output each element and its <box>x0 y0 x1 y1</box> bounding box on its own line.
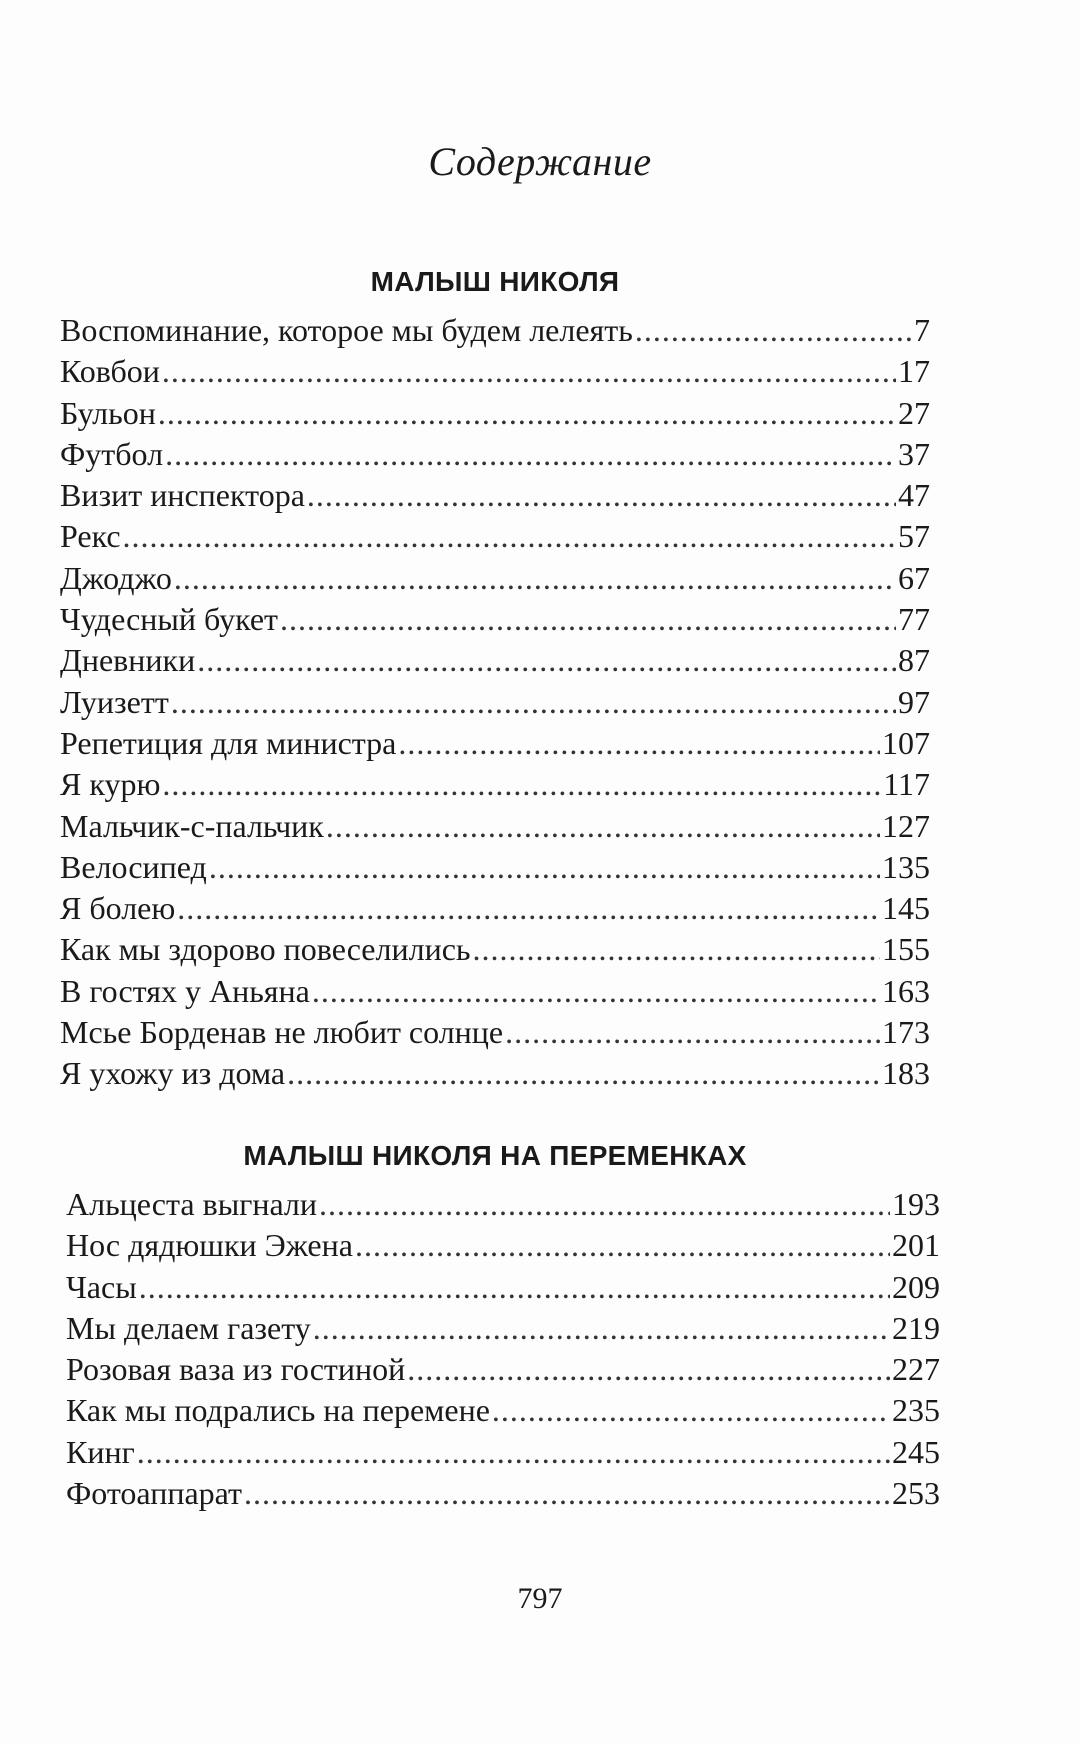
toc-entry-page: 67 <box>898 559 930 596</box>
dot-leader <box>174 558 896 599</box>
toc-entry-title: Дневники <box>60 642 196 679</box>
toc-entry-title: Как мы подрались на перемене <box>66 1392 490 1429</box>
toc-entry-title: Мсье Борденав не любит солнце <box>60 1014 504 1051</box>
dot-leader <box>287 1053 880 1094</box>
toc-entry <box>60 393 930 434</box>
toc-list <box>66 1184 940 1514</box>
toc-entry-title: Альцеста выгнали <box>66 1186 318 1222</box>
dot-leader <box>407 1349 890 1390</box>
toc-entry-page: 17 <box>898 353 930 390</box>
toc-entry-title: Фотоаппарат <box>66 1475 243 1512</box>
toc-entry <box>60 599 930 640</box>
toc-entry-page: 127 <box>882 807 930 844</box>
toc-entry <box>60 971 930 1012</box>
toc-entry-page: 209 <box>892 1268 940 1305</box>
toc-entry-page: 245 <box>892 1433 940 1470</box>
toc-entry-page: 193 <box>892 1186 940 1222</box>
toc-entry-title: Часы <box>66 1268 137 1305</box>
toc-entry <box>60 434 930 475</box>
toc-entry-page: 163 <box>882 972 930 1009</box>
toc-entry <box>60 847 930 888</box>
dot-leader <box>326 806 880 847</box>
toc-entry <box>60 310 930 351</box>
toc-entry <box>60 806 930 847</box>
dot-leader <box>312 971 880 1012</box>
dot-leader <box>398 723 880 764</box>
toc-entry-title: Как мы здорово повеселились <box>60 931 471 968</box>
toc-entry-page: 155 <box>882 931 930 968</box>
toc-entry <box>60 929 930 970</box>
toc-entry-title: Бульон <box>60 394 156 431</box>
dot-leader <box>280 599 896 640</box>
toc-entry-title: Джоджо <box>60 559 172 596</box>
dot-leader <box>244 1473 890 1514</box>
toc-entry-page: 47 <box>898 477 930 514</box>
toc-list <box>60 310 930 1095</box>
dot-leader <box>355 1225 890 1266</box>
dot-leader <box>139 1267 890 1308</box>
dot-leader <box>162 764 881 805</box>
dot-leader <box>313 1308 890 1349</box>
toc-entry <box>66 1390 940 1431</box>
toc-entry-title: Рекс <box>60 518 121 555</box>
toc-entry <box>60 640 930 681</box>
toc-entry-title: Футбол <box>60 435 164 472</box>
toc-entry <box>66 1225 940 1266</box>
dot-leader <box>158 393 896 434</box>
toc-entry <box>66 1473 940 1514</box>
toc-entry-title: Я курю <box>60 766 161 803</box>
toc-entry-page: 37 <box>898 435 930 472</box>
toc-entry <box>66 1308 940 1349</box>
dot-leader <box>171 682 896 723</box>
dot-leader <box>137 1432 890 1473</box>
dot-leader <box>197 640 896 681</box>
toc-entry <box>60 682 930 723</box>
toc-entry <box>60 888 930 929</box>
section-heading: МАЛЫШ НИКОЛЯ <box>370 266 620 297</box>
toc-entry-page: 235 <box>892 1392 940 1429</box>
toc-entry-page: 227 <box>892 1351 940 1388</box>
toc-entry-title: Луизетт <box>60 683 169 720</box>
toc-entry <box>60 558 930 599</box>
toc-entry <box>66 1349 940 1390</box>
toc-entry-page: 135 <box>882 848 930 885</box>
toc-entry-title: Ковбои <box>60 353 160 390</box>
toc-entry-page: 27 <box>898 394 930 431</box>
toc-entry-page: 7 <box>914 312 930 348</box>
toc-entry-title: Репетиция для министра <box>60 724 397 761</box>
toc-entry-page: 145 <box>882 890 930 927</box>
toc-entry-page: 97 <box>898 683 930 720</box>
toc-entry-page: 201 <box>892 1227 940 1264</box>
toc-entry-title: Нос дядюшки Эжена <box>66 1227 353 1264</box>
toc-entry <box>66 1184 940 1225</box>
toc-entry-title: Я ухожу из дома <box>60 1055 286 1092</box>
page-title: Содержание <box>428 139 652 184</box>
dot-leader <box>162 351 896 392</box>
toc-entry-page: 117 <box>883 766 930 803</box>
toc-entry-page: 57 <box>898 518 930 555</box>
toc-entry <box>66 1432 940 1473</box>
toc-entry <box>60 351 930 392</box>
toc-entry-title: Мальчик-с-пальчик <box>60 807 324 844</box>
toc-entry-title: В гостях у Аньяна <box>60 972 310 1009</box>
toc-entry-page: 77 <box>898 601 930 638</box>
section-heading: МАЛЫШ НИКОЛЯ НА ПЕРЕМЕНКАХ <box>243 1140 747 1171</box>
dot-leader <box>492 1390 890 1431</box>
toc-entry-title: Розовая ваза из гостиной <box>66 1351 406 1388</box>
dot-leader <box>209 847 880 888</box>
toc-entry-page: 183 <box>882 1055 930 1092</box>
dot-leader <box>319 1184 890 1225</box>
toc-entry <box>60 475 930 516</box>
toc-entry <box>60 1012 930 1053</box>
toc-entry <box>60 516 930 557</box>
toc-entry-title: Мы делаем газету <box>66 1309 311 1346</box>
toc-entry-title: Визит инспектора <box>60 477 305 514</box>
toc-entry-title: Чудесный букет <box>60 601 279 638</box>
toc-entry-title: Я болею <box>60 890 176 927</box>
page-number: 797 <box>517 1582 563 1615</box>
dot-leader <box>123 516 896 557</box>
toc-entry-title: Воспоминание, которое мы будем лелеять <box>60 312 633 348</box>
toc-entry <box>60 764 930 805</box>
dot-leader <box>635 310 912 351</box>
toc-entry-page: 219 <box>892 1309 940 1346</box>
dot-leader <box>307 475 896 516</box>
dot-leader <box>505 1012 880 1053</box>
toc-entry <box>66 1267 940 1308</box>
toc-entry-page: 253 <box>892 1475 940 1512</box>
toc-entry <box>60 1053 930 1094</box>
toc-entry <box>60 723 930 764</box>
toc-entry-title: Велосипед <box>60 848 207 885</box>
dot-leader <box>472 929 880 970</box>
toc-entry-page: 87 <box>898 642 930 679</box>
dot-leader <box>177 888 880 929</box>
toc-entry-page: 173 <box>882 1014 930 1051</box>
toc-entry-title: Кинг <box>66 1433 135 1470</box>
toc-entry-page: 107 <box>882 724 930 761</box>
dot-leader <box>165 434 896 475</box>
